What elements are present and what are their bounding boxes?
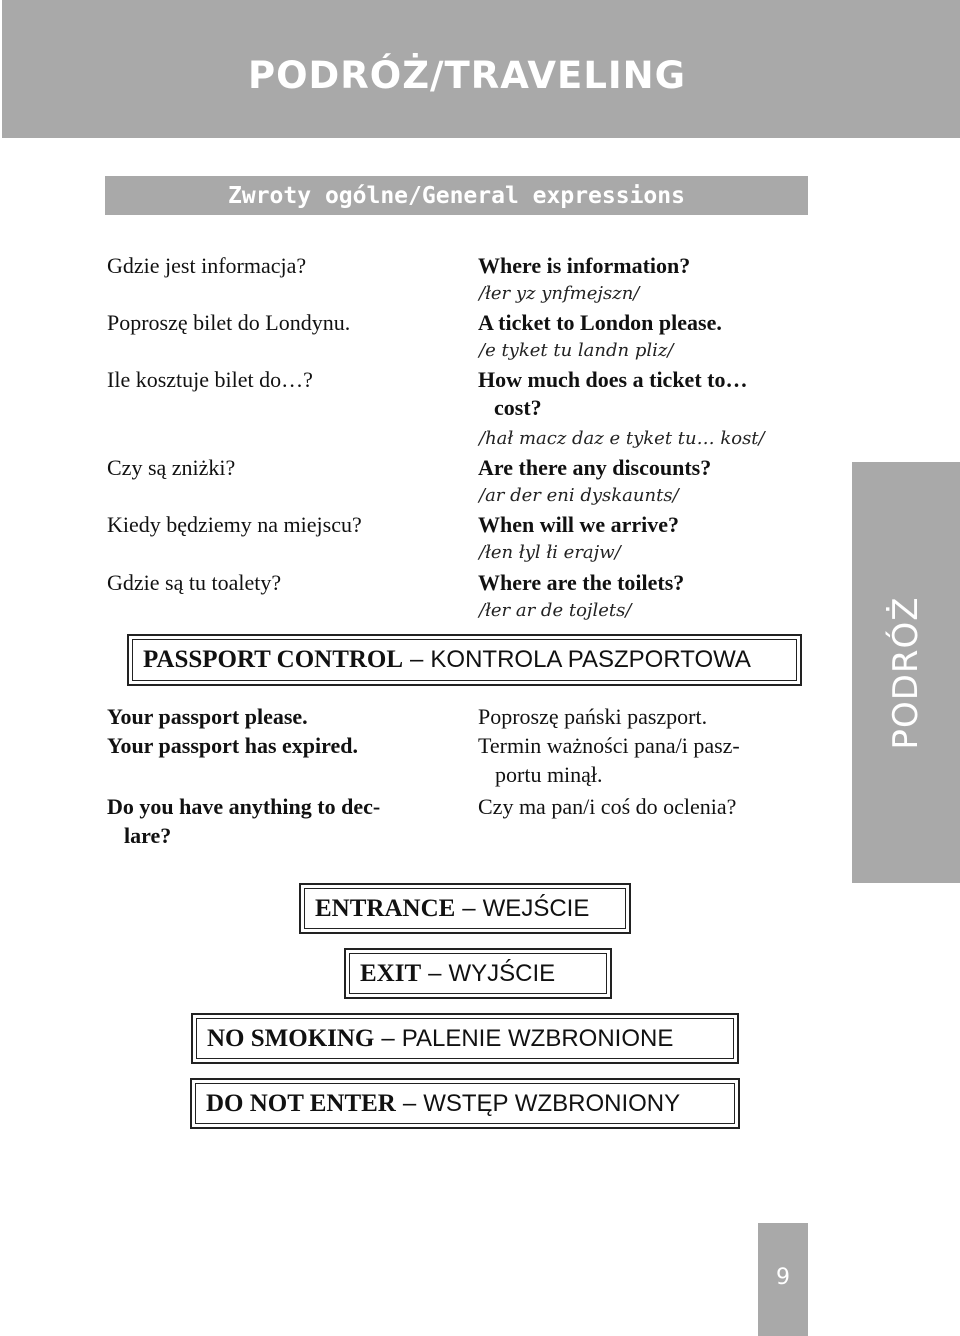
sign-dash: –: [381, 1024, 395, 1052]
polish-phrase: Poproszę bilet do Londynu.: [107, 310, 351, 335]
sign-label: [360, 950, 555, 997]
passport-phrase-pl-line: Termin ważności pana/i pasz-: [478, 733, 740, 758]
sign-do-not-enter: [190, 1078, 740, 1129]
sign-polish: PALENIE WZBRONIONE: [401, 1024, 674, 1052]
polish-phrase: Gdzie jest informacja?: [107, 253, 307, 278]
phrase-row: [0, 310, 960, 361]
phrase-row: [0, 512, 960, 563]
polish-phrase: Ile kosztuje bilet do…?: [107, 367, 313, 392]
english-phrase: [478, 367, 747, 422]
chapter-side-label: PODRÓŻ: [886, 595, 926, 750]
sign-polish: WYJŚCIE: [448, 959, 556, 987]
english-phrase: Where is information?: [478, 253, 691, 278]
sign-label: [315, 885, 589, 932]
sign-no-smoking: [191, 1013, 739, 1064]
english-phrase-continuation: cost?: [494, 395, 542, 420]
english-phrase: Where are the toilets?: [478, 570, 685, 595]
passport-control-box: [127, 634, 802, 686]
sign-exit: [344, 948, 612, 999]
passport-phrase-pl: [478, 731, 740, 789]
phrase-row: [0, 367, 960, 449]
pronunciation: /e tyket tu landn pliz/: [479, 340, 674, 361]
english-phrase: When will we arrive?: [478, 512, 680, 537]
pronunciation: /łer ar de tojlets/: [479, 600, 632, 621]
english-phrase: Are there any discounts?: [478, 455, 712, 480]
phrase-row: [0, 253, 960, 304]
page-header: [2, 0, 960, 138]
section-title: Zwroty ogólne/General expressions: [228, 183, 685, 209]
passport-control-label: [143, 636, 751, 684]
polish-phrase: Kiedy będziemy na miejscu?: [107, 512, 362, 537]
page-title: PODRÓŻ/TRAVELING: [247, 54, 686, 97]
polish-phrase: Gdzie są tu toalety?: [107, 570, 282, 595]
english-phrase-line: How much does a ticket to…: [478, 367, 748, 392]
sign-english: PASSPORT CONTROL: [143, 646, 404, 673]
passport-phrase-en-line: Do you have anything to dec-: [107, 794, 381, 819]
pronunciation: /hał macz daz e tyket tu… kost/: [479, 428, 765, 449]
page-number: 9: [776, 1265, 790, 1290]
passport-phrase-en: Your passport please.: [107, 704, 308, 729]
polish-phrase: Czy są zniżki?: [107, 455, 236, 480]
sign-english: EXIT: [360, 959, 422, 987]
section-header: [105, 176, 808, 215]
passport-phrase-en: Your passport has expired.: [107, 733, 359, 758]
sign-dash: –: [410, 646, 424, 673]
chapter-side-tab: [852, 462, 960, 883]
passport-phrase-pl: Czy ma pan/i coś do oclenia?: [478, 794, 737, 819]
pronunciation: /łen łyl łi erajw/: [479, 542, 621, 563]
passport-phrase-en: [107, 792, 380, 850]
sign-english: NO SMOKING: [207, 1024, 375, 1052]
phrase-row: [0, 455, 960, 506]
sign-label: [207, 1015, 673, 1062]
sign-polish: WSTĘP WZBRONIONY: [423, 1089, 681, 1117]
page-number-tab: [758, 1223, 808, 1336]
pronunciation: /łer yz ynfmejszn/: [479, 283, 640, 304]
passport-phrase-en-continuation: lare?: [124, 823, 172, 848]
sign-dash: –: [428, 959, 442, 987]
passport-phrase-pl: Poproszę pański paszport.: [478, 704, 708, 729]
passport-phrase-pl-continuation: portu minął.: [495, 762, 603, 787]
sign-dash: –: [402, 1089, 417, 1117]
sign-english: ENTRANCE: [315, 894, 456, 922]
phrase-row: [0, 570, 960, 621]
sign-polish: WEJŚCIE: [482, 894, 590, 922]
sign-polish: KONTROLA PASZPORTOWA: [430, 646, 751, 673]
pronunciation: /ar der eni dyskaunts/: [479, 485, 679, 506]
sign-english: DO NOT ENTER: [206, 1089, 396, 1117]
english-phrase: A ticket to London please.: [478, 310, 722, 335]
sign-dash: –: [462, 894, 476, 922]
sign-entrance: [299, 883, 631, 934]
sign-label: [206, 1080, 680, 1127]
